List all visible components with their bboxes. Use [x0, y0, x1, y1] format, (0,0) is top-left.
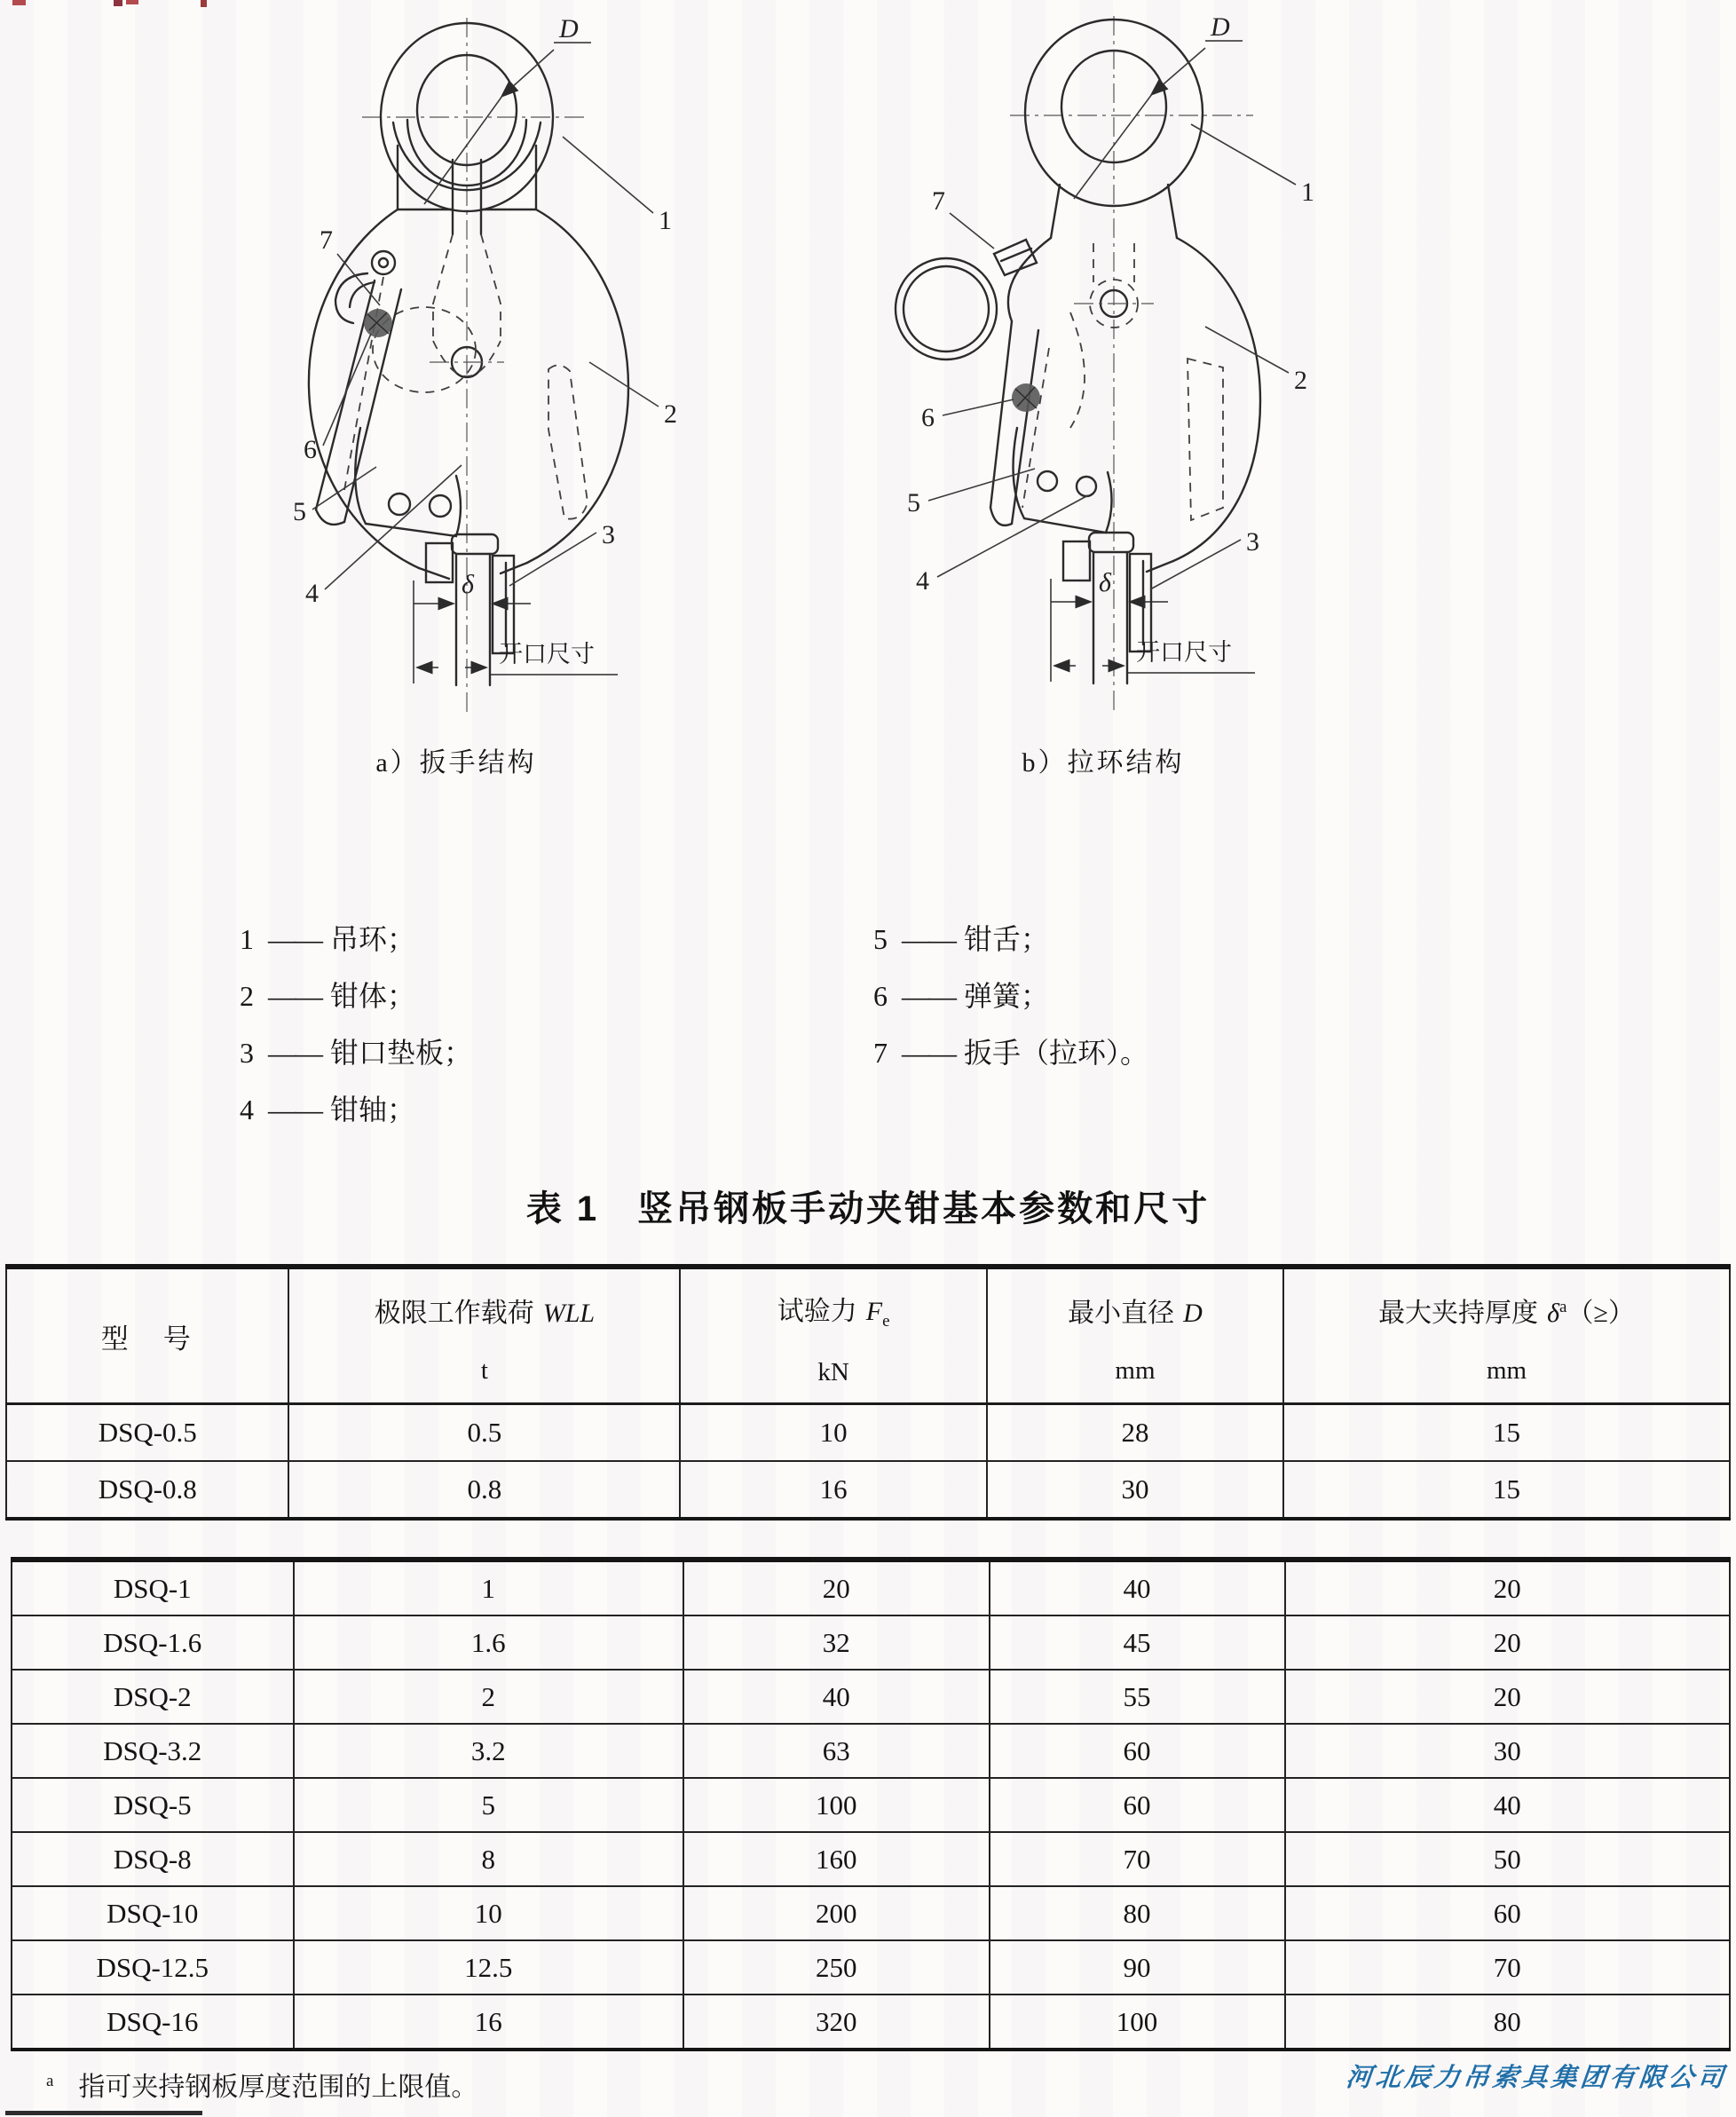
table-row [6, 1404, 1730, 1462]
part-label-7: 7 [932, 186, 945, 216]
diagram-wrench-structure [201, 11, 712, 733]
value-cell: 200 [683, 1886, 990, 1940]
jaw-tongue [1014, 428, 1112, 533]
legend-text: 弹簧； [964, 980, 1050, 1012]
value-cell: 32 [683, 1615, 990, 1670]
table-row [12, 1778, 1730, 1832]
legend-item-4 [240, 1081, 472, 1138]
hidden-jaw-pad [1188, 359, 1223, 520]
col-header-wll-label: 极限工作载荷 [374, 1298, 534, 1328]
legend-text: 钳轴； [330, 1094, 416, 1126]
value-cell: 5 [294, 1778, 683, 1832]
value-cell: 10 [680, 1404, 987, 1462]
value-cell: 60 [990, 1724, 1285, 1778]
col-header-max-thickness-label: 最大夹持厚度 [1378, 1298, 1539, 1328]
scan-artifact [114, 0, 122, 6]
model-cell: DSQ-10 [12, 1886, 294, 1940]
scan-artifact [126, 0, 138, 4]
model-cell: DSQ-1 [12, 1560, 294, 1615]
model-cell: DSQ-2 [12, 1670, 294, 1724]
part-label-5: 5 [907, 488, 920, 517]
part-label-4: 4 [916, 566, 929, 596]
table-title: 表 1 竖吊钢板手动夹钳基本参数和尺寸 [525, 1189, 1211, 1228]
legend-item-2 [240, 968, 472, 1024]
opening-dimension-label: 开口尺寸 [1136, 639, 1232, 666]
col-header-model-label: 型 号 [100, 1323, 194, 1355]
legend-dash: —— [902, 980, 955, 1012]
legend-text: 钳口垫板； [330, 1037, 473, 1069]
company-watermark: 河北辰力吊索具集团有限公司 [1345, 2064, 1729, 2092]
value-cell: 1.6 [294, 1615, 683, 1670]
legend-text: 吊环； [330, 923, 416, 955]
legend-dash: —— [268, 1094, 321, 1126]
thickness-condition: （≥） [1566, 1298, 1635, 1328]
part-label-3: 3 [1246, 527, 1259, 557]
legend-item-7 [873, 1024, 1148, 1081]
col-header-min-diameter [987, 1267, 1283, 1404]
model-cell: DSQ-1.6 [12, 1615, 294, 1670]
part-label-1: 1 [1301, 178, 1314, 207]
table-footnote [46, 2065, 477, 2104]
col-header-test-force [680, 1267, 987, 1404]
part-label-4: 4 [305, 579, 319, 608]
diameter-symbol: D [1183, 1298, 1203, 1328]
header-row [6, 1267, 1730, 1404]
diagram-pullring-structure [861, 11, 1345, 733]
col-unit-mm-1: mm [1115, 1355, 1156, 1385]
value-cell: 20 [1285, 1615, 1730, 1670]
caption-pullring-structure: b）拉环结构 [1022, 748, 1185, 778]
col-header-model [6, 1267, 288, 1404]
part-label-3: 3 [602, 520, 615, 549]
value-cell: 160 [683, 1832, 990, 1886]
legend-number: 3 [240, 1037, 254, 1069]
force-symbol: F [865, 1296, 883, 1326]
value-cell: 20 [1285, 1560, 1730, 1615]
value-cell: 30 [987, 1461, 1283, 1519]
footnote-text: 指可夹持钢板厚度范围的上限值。 [78, 2073, 478, 2102]
legend-item-1 [240, 911, 472, 968]
legend-item-5 [873, 911, 1148, 968]
table-row [12, 1724, 1730, 1778]
legend-item-6 [873, 968, 1148, 1024]
footnote-marker: a [46, 2072, 54, 2090]
part-label-6: 6 [921, 403, 935, 432]
delta-superscript: a [1559, 1297, 1567, 1316]
value-cell: 70 [1285, 1940, 1730, 1995]
value-cell: 50 [1285, 1832, 1730, 1886]
table-row [6, 1461, 1730, 1519]
legend-text: 钳体； [330, 980, 416, 1012]
legend-column-left [240, 911, 472, 1138]
part-label-1: 1 [659, 206, 672, 235]
value-cell: 40 [683, 1670, 990, 1724]
value-cell: 15 [1283, 1461, 1730, 1519]
spec-table-block1 [5, 1264, 1731, 1521]
table-row [12, 1886, 1730, 1940]
legend-dash: —— [902, 1037, 955, 1069]
legend-number: 4 [240, 1094, 254, 1126]
model-cell: DSQ-16 [12, 1995, 294, 2050]
value-cell: 12.5 [294, 1940, 683, 1995]
delta-dimension-label: δ [462, 570, 474, 599]
value-cell: 40 [1285, 1778, 1730, 1832]
value-cell: 80 [990, 1886, 1285, 1940]
legend-text: 钳舌； [964, 923, 1050, 955]
legend-text: 扳手（拉环）。 [964, 1037, 1149, 1069]
value-cell: 55 [990, 1670, 1285, 1724]
value-cell: 45 [990, 1615, 1285, 1670]
value-cell: 16 [680, 1461, 987, 1519]
value-cell: 40 [990, 1560, 1285, 1615]
value-cell: 320 [683, 1995, 990, 2050]
value-cell: 20 [683, 1560, 990, 1615]
model-cell: DSQ-0.8 [6, 1461, 288, 1519]
diameter-label: D [559, 14, 579, 43]
value-cell: 2 [294, 1670, 683, 1724]
scan-artifact [12, 0, 26, 5]
value-cell: 70 [990, 1832, 1285, 1886]
jaw-pad [1130, 554, 1151, 652]
legend-column-right [873, 911, 1148, 1081]
hidden-jaw-pad [548, 365, 588, 518]
value-cell: 0.8 [288, 1461, 680, 1519]
table-row [12, 1940, 1730, 1995]
part-label-7: 7 [320, 225, 333, 255]
value-cell: 90 [990, 1940, 1285, 1995]
table-row [12, 1615, 1730, 1670]
delta-dimension-label: δ [1099, 568, 1111, 597]
legend-dash: —— [268, 980, 321, 1012]
model-cell: DSQ-5 [12, 1778, 294, 1832]
wll-symbol: WLL [542, 1298, 596, 1328]
value-cell: 0.5 [288, 1404, 680, 1462]
value-cell: 20 [1285, 1670, 1730, 1724]
legend-dash: —— [902, 923, 955, 955]
value-cell: 63 [683, 1724, 990, 1778]
col-header-wll [288, 1267, 680, 1404]
scan-artifact-bottom-line [5, 2111, 202, 2115]
value-cell: 16 [294, 1995, 683, 2050]
legend-dash: —— [268, 1037, 321, 1069]
col-header-min-diameter-label: 最小直径 [1068, 1298, 1175, 1328]
value-cell: 100 [683, 1778, 990, 1832]
legend-item-3 [240, 1024, 472, 1081]
value-cell: 60 [1285, 1886, 1730, 1940]
model-cell: DSQ-0.5 [6, 1404, 288, 1462]
legend-dash: —— [268, 923, 321, 955]
legend-number: 7 [873, 1037, 888, 1069]
part-label-6: 6 [304, 435, 317, 464]
col-header-test-force-label: 试验力 [777, 1296, 857, 1326]
part-label-2: 2 [664, 399, 677, 429]
diameter-label: D [1211, 12, 1230, 42]
legend-number: 2 [240, 980, 254, 1012]
table-row [12, 1832, 1730, 1886]
jaw-tongue [355, 428, 461, 536]
value-cell: 10 [294, 1886, 683, 1940]
value-cell: 15 [1283, 1404, 1730, 1462]
part-label-5: 5 [293, 497, 306, 526]
caption-wrench-structure: a）扳手结构 [375, 748, 537, 778]
value-cell: 60 [990, 1778, 1285, 1832]
value-cell: 250 [683, 1940, 990, 1995]
scan-artifact [201, 0, 207, 7]
legend-number: 1 [240, 923, 254, 955]
col-unit-mm-2: mm [1486, 1355, 1527, 1385]
value-cell: 8 [294, 1832, 683, 1886]
legend-number: 6 [873, 980, 888, 1012]
value-cell: 30 [1285, 1724, 1730, 1778]
value-cell: 28 [987, 1404, 1283, 1462]
force-subscript: e [882, 1311, 890, 1331]
value-cell: 80 [1285, 1995, 1730, 2050]
model-cell: DSQ-12.5 [12, 1940, 294, 1995]
col-header-max-thickness [1283, 1267, 1730, 1404]
model-cell: DSQ-3.2 [12, 1724, 294, 1778]
spec-table-block2 [11, 1557, 1731, 2051]
table-row [12, 1670, 1730, 1724]
value-cell: 1 [294, 1560, 683, 1615]
value-cell: 3.2 [294, 1724, 683, 1778]
col-unit-kn: kN [817, 1357, 849, 1386]
pull-ring [896, 258, 997, 359]
legend-number: 5 [873, 923, 888, 955]
value-cell: 100 [990, 1995, 1285, 2050]
delta-symbol: δ [1547, 1298, 1560, 1328]
model-cell: DSQ-8 [12, 1832, 294, 1886]
part-label-2: 2 [1294, 366, 1307, 395]
opening-dimension-label: 开口尺寸 [499, 641, 595, 667]
col-unit-t: t [480, 1355, 488, 1385]
table-row [12, 1560, 1730, 1615]
table-row [12, 1995, 1730, 2050]
